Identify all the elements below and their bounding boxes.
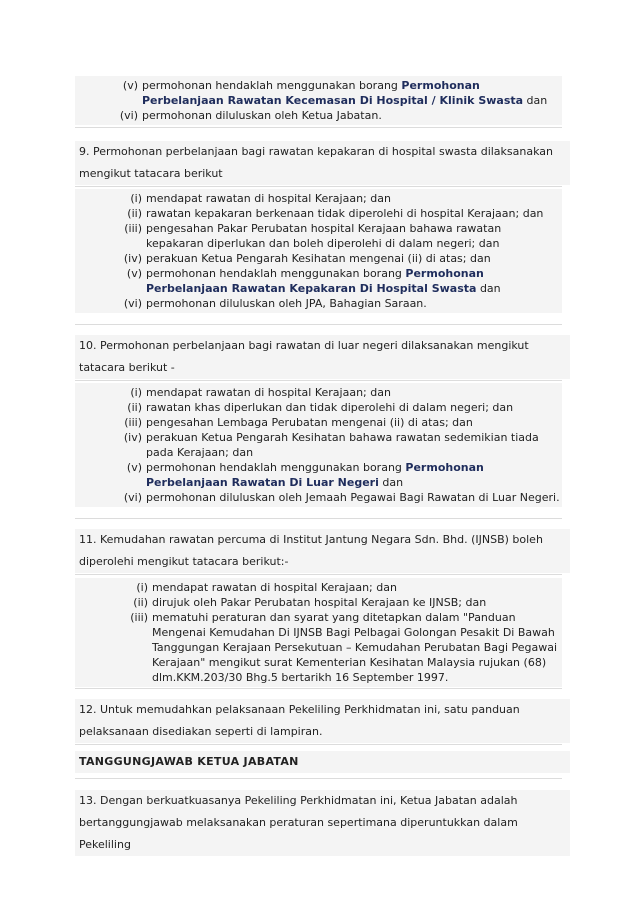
- item-number: (ii): [127, 207, 142, 220]
- divider: [75, 574, 562, 575]
- list-item: [75, 385, 562, 400]
- item-number: (v): [126, 461, 142, 474]
- paragraph-12: 12. Untuk memudahkan pelaksanaan Pekeliling Perkhidmatan ini, satu panduan pelaksanaan disediakan seperti di lampiran.: [75, 699, 570, 743]
- paragraph-11: 11. Kemudahan rawatan percuma di Institut Jantung Negara Sdn. Bhd. (IJNSB) boleh diperolehi mengikut tatacara berikut:-: [75, 529, 570, 573]
- item-number: (iii): [124, 416, 142, 429]
- item-text: permohonan hendaklah menggunakan borang Permohonan Perbelanjaan Rawatan Di Luar Negeri dan: [146, 461, 484, 489]
- item-number: (i): [130, 192, 142, 205]
- item-text: mendapat rawatan di hospital Kerajaan; dan: [152, 581, 397, 594]
- list-item: [75, 206, 562, 221]
- list-item: [75, 78, 562, 108]
- item-text: rawatan kepakaran berkenaan tidak diperolehi di hospital Kerajaan; dan: [146, 207, 544, 220]
- item-text: rawatan khas diperlukan dan tidak diperolehi di dalam negeri; dan: [146, 401, 514, 414]
- item-number: (ii): [133, 596, 148, 609]
- list-item: [75, 266, 562, 296]
- item-text: permohonan diluluskan oleh Jemaah Pegawai Bagi Rawatan di Luar Negeri.: [146, 491, 560, 504]
- list-item: [75, 595, 562, 610]
- list-top: [75, 76, 562, 125]
- item-text: dirujuk oleh Pakar Perubatan hospital Kerajaan ke IJNSB; dan: [152, 596, 487, 609]
- item-text: permohonan hendaklah menggunakan borang Permohonan Perbelanjaan Rawatan Kepakaran Di Hospital Swasta dan: [146, 267, 501, 295]
- item-number: (i): [136, 581, 148, 594]
- item-text: permohonan diluluskan oleh Ketua Jabatan.: [142, 109, 382, 122]
- item-number: (vi): [123, 297, 142, 310]
- item-number: (iii): [130, 611, 148, 624]
- list-10: [75, 383, 562, 507]
- divider: [75, 518, 562, 519]
- list-item: [75, 610, 562, 685]
- item-number: (v): [122, 79, 138, 92]
- item-text: pengesahan Pakar Perubatan hospital Kerajaan bahawa rawatan kepakaran diperlukan dan boleh diperolehi di dalam negeri; dan: [146, 222, 502, 250]
- item-number: (vi): [119, 109, 138, 122]
- divider: [75, 127, 562, 128]
- divider: [75, 186, 562, 187]
- list-item: [75, 191, 562, 206]
- paragraph-10: 10. Permohonan perbelanjaan bagi rawatan di luar negeri dilaksanakan mengikut tatacara berikut -: [75, 335, 570, 379]
- item-number: (i): [130, 386, 142, 399]
- paragraph-9: 9. Permohonan perbelanjaan bagi rawatan kepakaran di hospital swasta dilaksanakan mengikut tatacara berikut: [75, 141, 570, 185]
- divider: [75, 324, 562, 325]
- paragraph-13: 13. Dengan berkuatkuasanya Pekeliling Perkhidmatan ini, Ketua Jabatan adalah bertanggungjawab melaksanakan peraturan sepertimana diperuntukkan dalam Pekeliling: [75, 790, 570, 856]
- list-11: [75, 578, 562, 687]
- item-text: mematuhi peraturan dan syarat yang ditetapkan dalam "Panduan Mengenai Kemudahan Di IJNSB Bagi Pelbagai Golongan Pesakit Di Bawah Tanggungan Kerajaan Persekutuan – Kemudahan Perubatan Bagi Pegawai Kerajaan" mengikut surat Kementerian Kesihatan Malaysia rujukan (68) dlm.KKM.203/30 Bhg.5 bertarikh 16 September 1997.: [152, 611, 558, 684]
- divider: [75, 744, 562, 745]
- list-item: [75, 430, 562, 460]
- item-number: (iv): [123, 431, 142, 444]
- list-item: [75, 400, 562, 415]
- item-number: (v): [126, 267, 142, 280]
- form-link-kepakaran[interactable]: Permohonan Perbelanjaan Rawatan Kepakaran Di Hospital Swasta: [146, 267, 484, 295]
- divider: [75, 688, 562, 689]
- item-text: mendapat rawatan di hospital Kerajaan; dan: [146, 386, 391, 399]
- section-heading: TANGGUNGJAWAB KETUA JABATAN: [75, 751, 570, 773]
- form-link-kecemasan[interactable]: Permohonan Perbelanjaan Rawatan Kecemasan Di Hospital / Klinik Swasta: [142, 79, 524, 107]
- list-item: [75, 460, 562, 490]
- item-text: perakuan Ketua Pengarah Kesihatan bahawa rawatan sedemikian tiada pada Kerajaan; dan: [146, 431, 539, 459]
- list-item: [75, 221, 562, 251]
- item-number: (iii): [124, 222, 142, 235]
- list-item: [75, 296, 562, 311]
- item-text: permohonan diluluskan oleh JPA, Bahagian Saraan.: [146, 297, 427, 310]
- item-number: (vi): [123, 491, 142, 504]
- list-item: [75, 251, 562, 266]
- item-number: (ii): [127, 401, 142, 414]
- form-link-luar-negeri[interactable]: Permohonan Perbelanjaan Rawatan Di Luar Negeri: [146, 461, 484, 489]
- divider: [75, 778, 562, 779]
- item-text: pengesahan Lembaga Perubatan mengenai (ii) di atas; dan: [146, 416, 473, 429]
- list-item: [75, 415, 562, 430]
- item-text: perakuan Ketua Pengarah Kesihatan mengenai (ii) di atas; dan: [146, 252, 491, 265]
- item-text: permohonan hendaklah menggunakan borang Permohonan Perbelanjaan Rawatan Kecemasan Di Hospital / Klinik Swasta dan: [142, 79, 548, 107]
- item-text: mendapat rawatan di hospital Kerajaan; dan: [146, 192, 391, 205]
- list-item: [75, 108, 562, 123]
- divider: [75, 380, 562, 381]
- list-item: [75, 490, 562, 505]
- list-item: [75, 580, 562, 595]
- list-9: [75, 189, 562, 313]
- item-number: (iv): [123, 252, 142, 265]
